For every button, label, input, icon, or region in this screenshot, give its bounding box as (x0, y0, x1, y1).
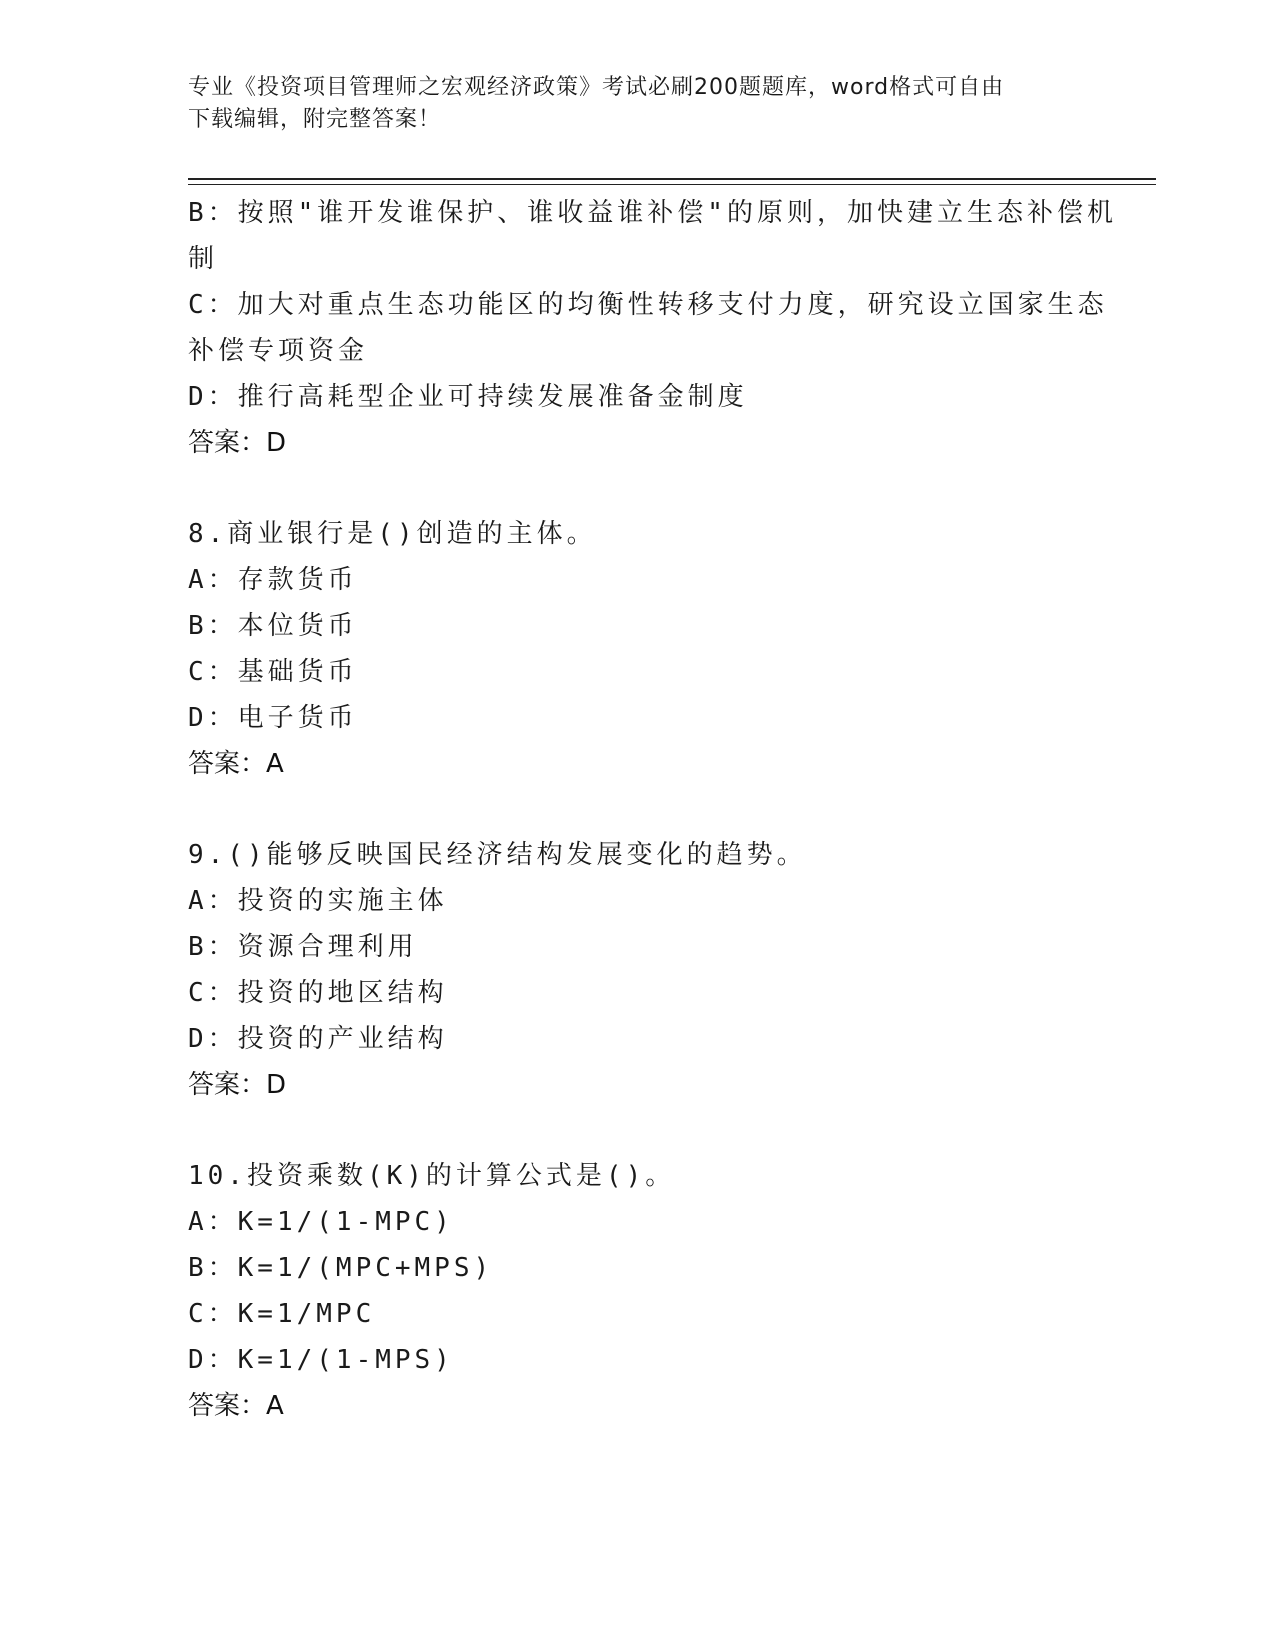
option-b: B：K=1/(MPC+MPS) (188, 1253, 494, 1283)
header-divider-thin (188, 184, 1156, 185)
spacer (188, 466, 1088, 511)
answer-line: 答案：A (188, 1391, 284, 1421)
question-7-continuation (188, 190, 1117, 466)
option-c-line-2: 补偿专项资金 (188, 336, 369, 366)
option-c: C：K=1/MPC (188, 1299, 376, 1329)
option-a: A：存款货币 (188, 565, 358, 595)
option-d: D：K=1/(1-MPS) (188, 1345, 454, 1375)
spacer (188, 1108, 1088, 1153)
option-b-line-2: 制 (188, 244, 219, 274)
option-b: B：资源合理利用 (188, 932, 418, 962)
option-c: C：基础货币 (188, 657, 358, 687)
question-9 (188, 832, 1088, 1108)
header-divider-thick (188, 178, 1156, 180)
spacer (188, 787, 1088, 832)
question-stem: 10.投资乘数(K)的计算公式是()。 (188, 1161, 676, 1191)
option-a: A：投资的实施主体 (188, 886, 448, 916)
header-line-2: 下载编辑，附完整答案！ (188, 107, 442, 132)
question-list (188, 190, 1117, 1429)
question-8 (188, 511, 1088, 787)
question-stem: 9.()能够反映国民经济结构发展变化的趋势。 (188, 840, 807, 870)
option-c-line-1: C：加大对重点生态功能区的均衡性转移支付力度，研究设立国家生态 (188, 290, 1108, 320)
option-b: B：本位货币 (188, 611, 358, 641)
option-b-line-1: B：按照"谁开发谁保护、谁收益谁补偿"的原则，加快建立生态补偿机 (188, 198, 1117, 228)
option-d: D：推行高耗型企业可持续发展准备金制度 (188, 382, 748, 412)
question-10 (188, 1153, 1088, 1429)
document-header (188, 72, 1088, 136)
answer-line: 答案：D (188, 428, 287, 458)
option-d: D：投资的产业结构 (188, 1024, 448, 1054)
option-c: C：投资的地区结构 (188, 978, 448, 1008)
question-stem: 8.商业银行是()创造的主体。 (188, 519, 597, 549)
option-a: A：K=1/(1-MPC) (188, 1207, 454, 1237)
answer-line: 答案：A (188, 749, 284, 779)
answer-line: 答案：D (188, 1070, 287, 1100)
header-line-1: 专业《投资项目管理师之宏观经济政策》考试必刷200题题库，word格式可自由 (188, 75, 1005, 100)
option-d: D：电子货币 (188, 703, 358, 733)
